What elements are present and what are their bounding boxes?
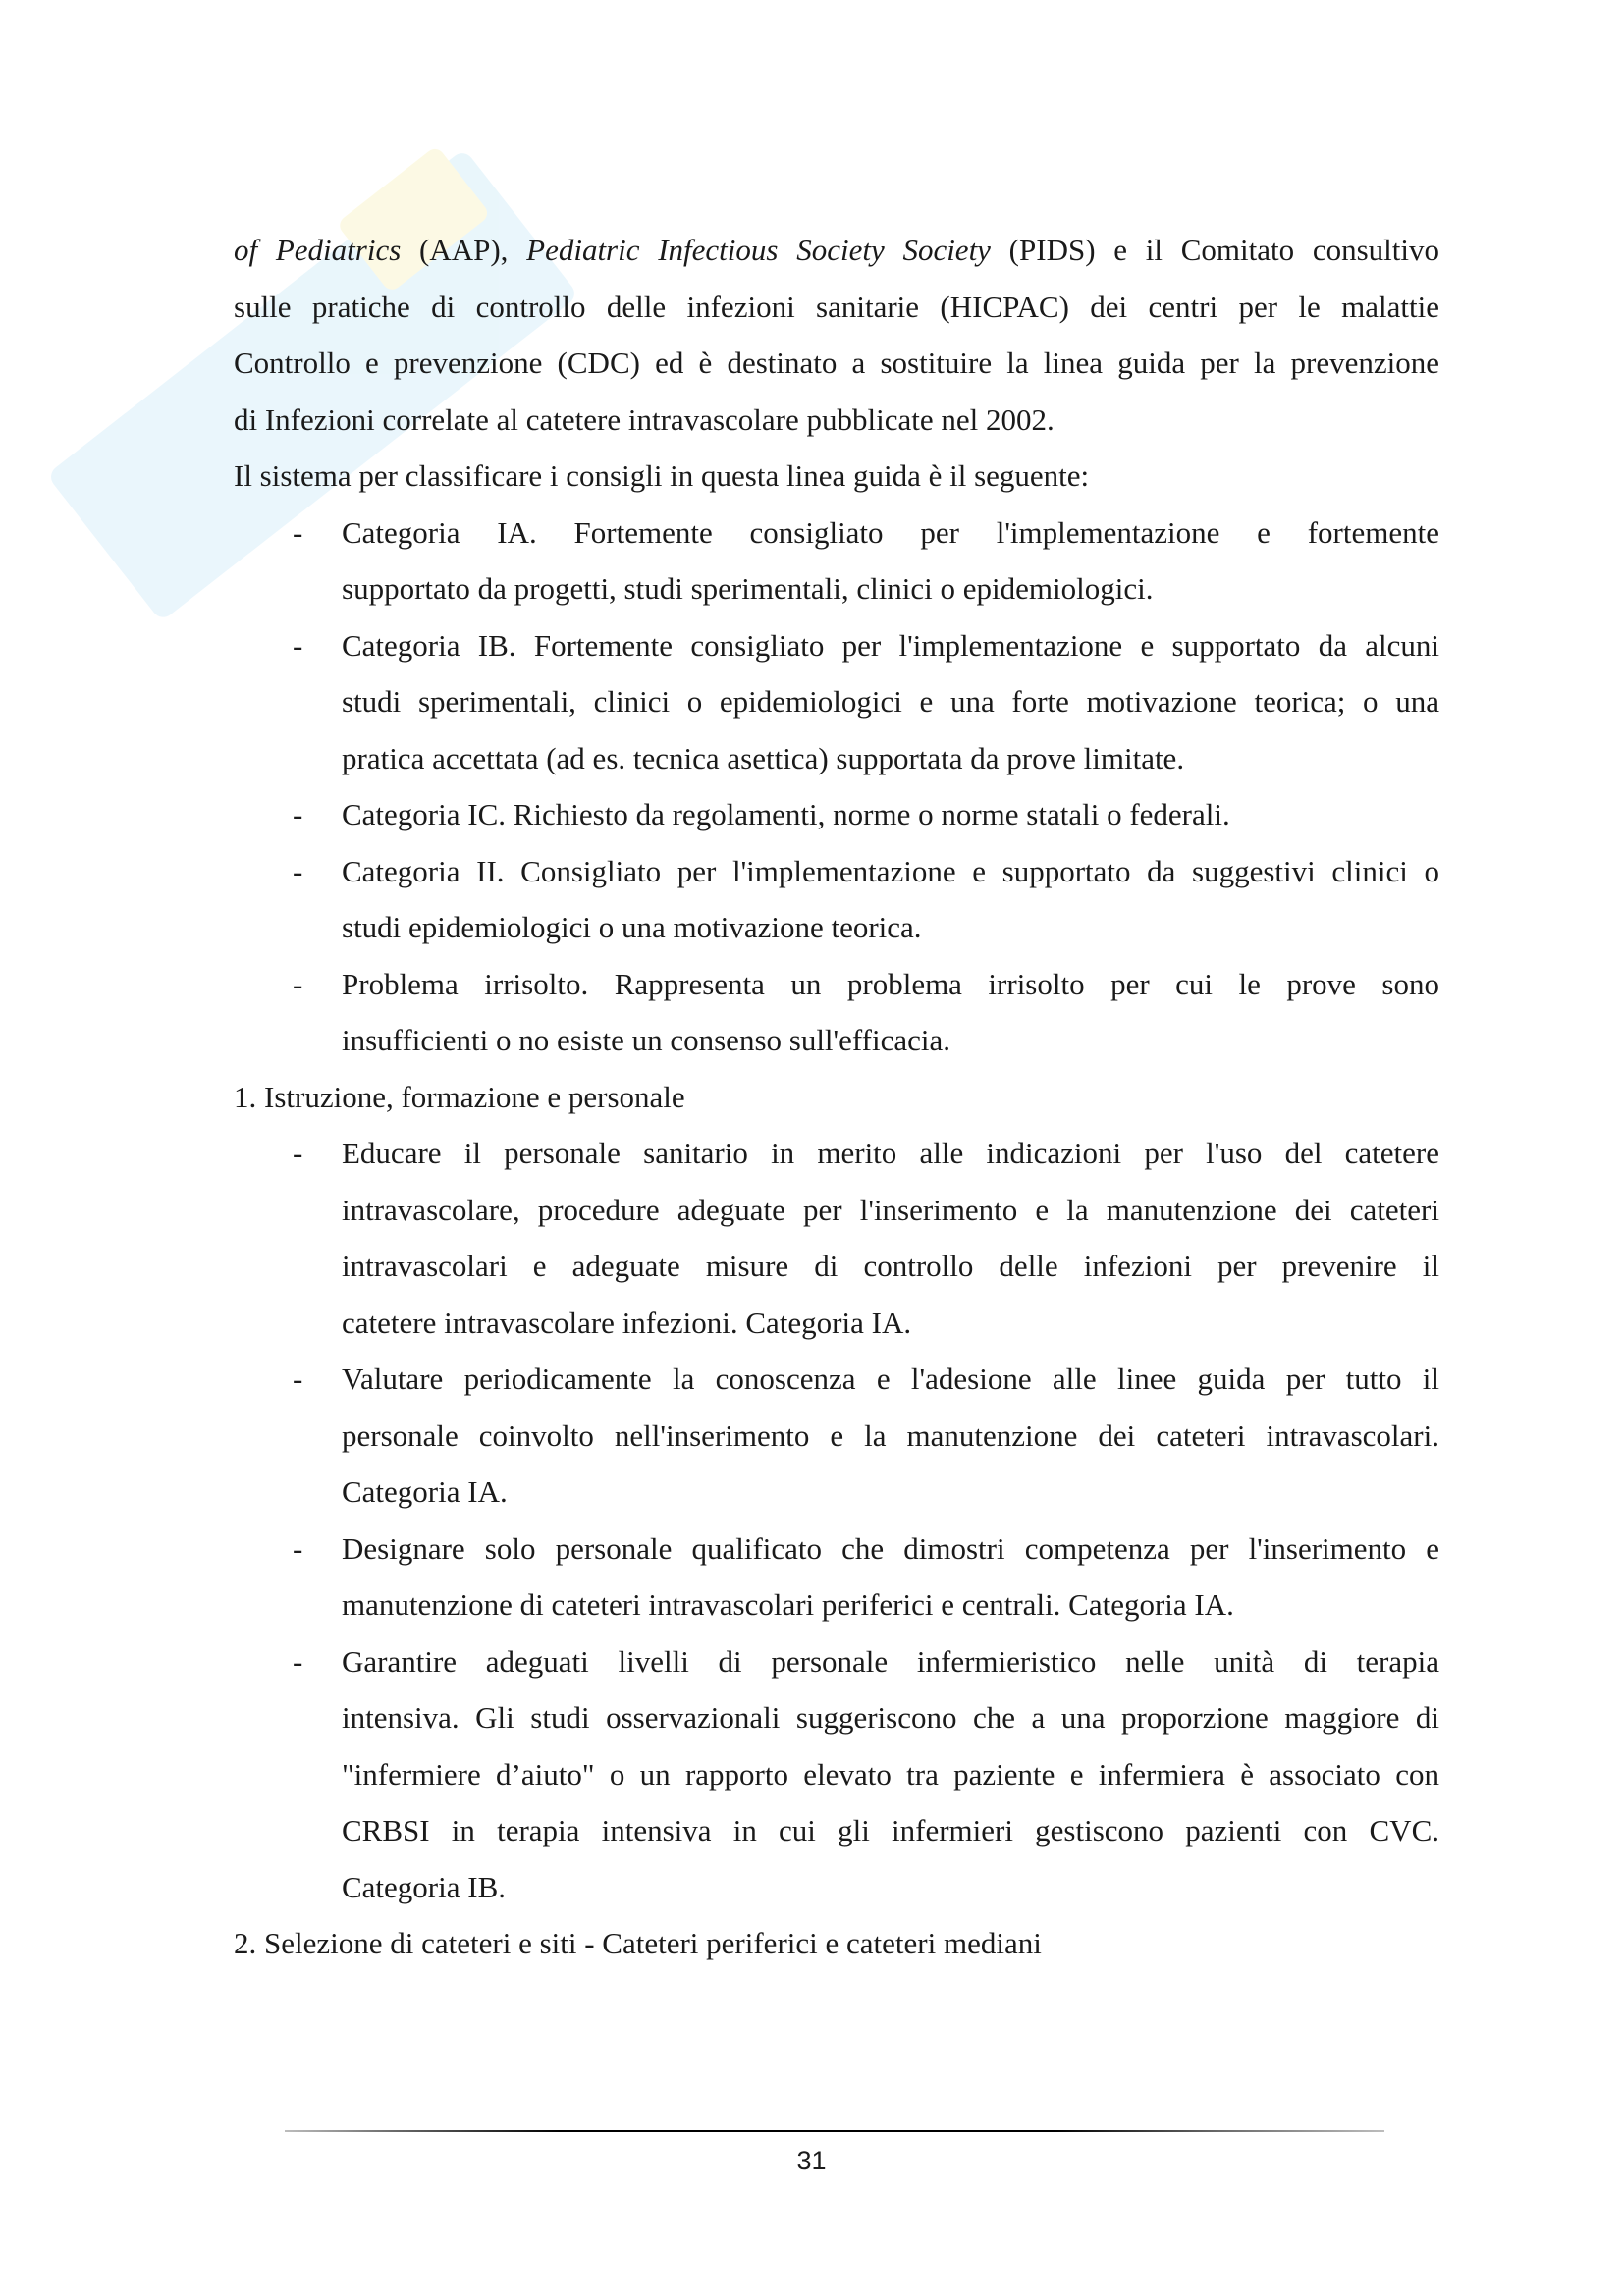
classification-item-ii <box>234 843 1439 900</box>
intro-abbr-aap: (AAP), <box>401 233 527 267</box>
list-item-continuation: intravascolare, procedure adeguate per l'inserimento e la manutenzione dei cateteri <box>342 1192 1439 1227</box>
bullet-dash: - <box>293 966 303 1001</box>
intro-line-1-rest: (PIDS) e il Comitato consultivo <box>990 233 1439 267</box>
footer-divider <box>285 2130 1384 2132</box>
section-1-item-designate <box>234 1521 1439 1577</box>
document-body <box>234 222 1439 1972</box>
intro-org-pids: Pediatric Infectious Society Society <box>526 233 991 267</box>
list-item-continuation: insufficienti o no esiste un consenso sull'efficacia. <box>342 1023 950 1057</box>
bullet-dash: - <box>293 797 303 831</box>
bullet-dash: - <box>293 853 303 888</box>
classification-item-unresolved <box>234 956 1439 1013</box>
intro-line-3: Controllo e prevenzione (CDC) ed è destinato a sostituire la linea guida per la prevenzione <box>234 346 1439 380</box>
list-item-text: Educare il personale sanitario in merito alle indicazioni per l'uso del catetere <box>342 1136 1439 1170</box>
list-item-continuation: studi epidemiologici o una motivazione teorica. <box>342 910 922 944</box>
classification-item-ib <box>234 617 1439 674</box>
section-1-heading: 1. Istruzione, formazione e personale <box>234 1079 685 1114</box>
list-item-continuation: personale coinvolto nell'inserimento e la manutenzione dei cateteri intravascolari. <box>342 1417 1439 1453</box>
bullet-dash: - <box>293 1643 303 1679</box>
list-item-continuation: Categoria IA. <box>342 1474 508 1509</box>
list-item-text: Categoria IA. Fortemente consigliato per l'implementazione e fortemente <box>342 514 1439 550</box>
classification-heading: Il sistema per classificare i consigli in questa linea guida è il seguente: <box>234 458 1090 493</box>
list-item-text: Problema irrisolto. Rappresenta un problema irrisolto per cui le prove sono <box>342 966 1439 1001</box>
list-item-text: Designare solo personale qualificato che dimostri competenza per l'inserimento e <box>342 1530 1439 1566</box>
list-item-text: Categoria IB. Fortemente consigliato per l'implementazione e supportato da alcuni <box>342 627 1439 663</box>
list-item-continuation: Categoria IB. <box>342 1869 507 1904</box>
bullet-dash: - <box>293 627 303 663</box>
page-number: 31 <box>796 2146 827 2175</box>
list-item-text: Valutare periodicamente la conoscenza e l'adesione alle linee guida per tutto il <box>342 1362 1439 1396</box>
list-item-continuation: supportato da progetti, studi sperimentali, clinici o epidemiologici. <box>342 571 1154 606</box>
bullet-dash: - <box>293 1136 303 1170</box>
list-item-text: Categoria II. Consigliato per l'implementazione e supportato da suggestivi clinici o <box>342 853 1439 888</box>
section-2-heading: 2. Selezione di cateteri e siti - Cateteri periferici e cateteri mediani <box>234 1926 1042 1960</box>
list-item-continuation: catetere intravascolare infezioni. Categoria IA. <box>342 1305 912 1340</box>
list-item-continuation: manutenzione di cateteri intravascolari periferici e centrali. Categoria IA. <box>342 1587 1234 1622</box>
list-item-continuation: "infermiere d’aiuto" o un rapporto elevato tra paziente e infermiera è associato con <box>342 1756 1439 1791</box>
bullet-dash: - <box>293 1362 303 1396</box>
classification-item-ia <box>234 505 1439 561</box>
intro-line-4: di Infezioni correlate al catetere intravascolare pubblicate nel 2002. <box>234 401 1055 437</box>
list-item-continuation: pratica accettata (ad es. tecnica asettica) supportata da prove limitate. <box>342 740 1185 775</box>
list-item-text: Categoria IC. Richiesto da regolamenti, norme o norme statali o federali. <box>342 797 1230 831</box>
intro-org-aap: of Pediatrics <box>234 233 402 267</box>
section-1-item-staffing <box>234 1633 1439 1690</box>
list-item-continuation: intensiva. Gli studi osservazionali suggeriscono che a una proporzione maggiore di <box>342 1700 1439 1735</box>
list-item-text: Garantire adeguati livelli di personale infermieristico nelle unità di terapia <box>342 1643 1439 1679</box>
bullet-dash: - <box>293 1530 303 1566</box>
section-1-item-evaluate <box>234 1351 1439 1408</box>
classification-item-ic <box>234 786 1439 843</box>
intro-line-2: sulle pratiche di controllo delle infezioni sanitarie (HICPAC) dei centri per le malattie <box>234 289 1439 324</box>
list-item-continuation: studi sperimentali, clinici o epidemiologici e una forte motivazione teorica; o una <box>342 684 1439 719</box>
intro-line-1 <box>234 222 1439 279</box>
section-1-item-educate <box>234 1125 1439 1182</box>
bullet-dash: - <box>293 514 303 550</box>
list-item-continuation: CRBSI in terapia intensiva in cui gli infermieri gestiscono pazienti con CVC. <box>342 1813 1439 1847</box>
list-item-continuation: intravascolari e adeguate misure di controllo delle infezioni per prevenire il <box>342 1249 1439 1283</box>
